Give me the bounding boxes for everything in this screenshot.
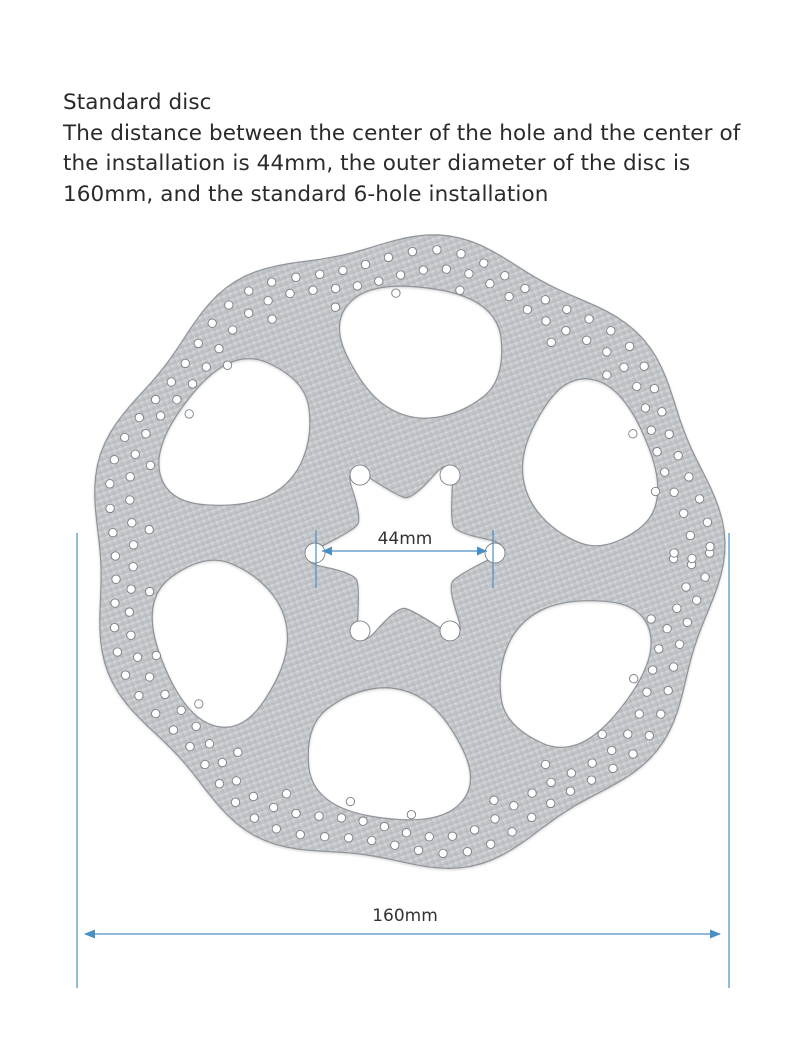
vent-hole [225, 301, 233, 309]
vent-hole [156, 412, 164, 420]
vent-hole [133, 653, 141, 661]
vent-hole [231, 798, 239, 806]
vent-hole [629, 750, 637, 758]
vent-hole [465, 270, 473, 278]
vent-hole [223, 361, 231, 369]
vent-hole [673, 604, 681, 612]
vent-hole [316, 270, 324, 278]
outer-diameter-label: 160mm [372, 906, 438, 926]
vent-hole [523, 305, 531, 313]
vent-hole [245, 309, 253, 317]
caption-line-3: 160mm, and the standard 6-hole installation [63, 181, 549, 207]
vent-hole [674, 452, 682, 460]
vent-hole [234, 748, 242, 756]
vent-hole [249, 792, 257, 800]
vent-hole [188, 380, 196, 388]
vent-hole [380, 822, 388, 830]
vent-hole [633, 382, 641, 390]
vent-hole [688, 554, 696, 562]
vent-hole [264, 297, 272, 305]
vent-hole [208, 319, 216, 327]
vent-hole [292, 273, 300, 281]
vent-hole [321, 833, 329, 841]
vent-hole [425, 833, 433, 841]
vent-hole [658, 408, 666, 416]
vent-hole [703, 518, 711, 526]
vent-hole [563, 305, 571, 313]
vent-hole [268, 315, 276, 323]
vent-hole [620, 363, 628, 371]
vent-hole [127, 631, 135, 639]
vent-hole [145, 673, 153, 681]
vent-hole [641, 404, 649, 412]
vent-hole [135, 692, 143, 700]
vent-hole [486, 280, 494, 288]
vent-hole [680, 509, 688, 517]
vent-hole [695, 495, 703, 503]
vent-hole [528, 813, 536, 821]
mounting-hole [440, 621, 460, 641]
vent-hole [542, 317, 550, 325]
vent-hole [630, 675, 638, 683]
hole-spacing-label: 44mm [377, 529, 433, 549]
vent-hole [706, 542, 714, 550]
vent-hole [375, 277, 383, 285]
vent-hole [670, 488, 678, 496]
vent-hole [192, 722, 200, 730]
vent-hole [129, 563, 137, 571]
vent-hole [609, 764, 617, 772]
vent-hole [391, 841, 399, 849]
vent-hole [339, 266, 347, 274]
caption-line-2: the installation is 44mm, the outer diameter of the disc is [63, 151, 691, 176]
vent-hole [126, 473, 134, 481]
mounting-hole [485, 543, 505, 563]
vent-hole [448, 832, 456, 840]
vent-hole [598, 730, 606, 738]
vent-hole [392, 289, 400, 297]
vent-hole [463, 848, 471, 856]
vent-hole [442, 265, 450, 273]
vent-hole [607, 327, 615, 335]
vent-hole [665, 430, 673, 438]
vent-hole [269, 803, 277, 811]
arrow-left-icon [84, 930, 95, 939]
vent-hole [470, 826, 478, 834]
vent-hole [384, 253, 392, 261]
vent-hole [309, 286, 317, 294]
vent-hole [402, 829, 410, 837]
vent-hole [663, 625, 671, 633]
vent-hole [112, 575, 120, 583]
vent-hole [510, 802, 518, 810]
vent-hole [111, 599, 119, 607]
vent-hole [567, 769, 575, 777]
vent-hole [194, 339, 202, 347]
vent-hole [110, 623, 118, 631]
vent-hole [344, 834, 352, 842]
vent-hole [205, 740, 213, 748]
vent-hole [505, 292, 513, 300]
vent-hole [547, 338, 555, 346]
vent-hole [146, 461, 154, 469]
vent-hole [292, 809, 300, 817]
vent-hole [541, 760, 549, 768]
vent-hole [228, 326, 236, 334]
vent-hole [346, 797, 354, 805]
vent-hole [232, 777, 240, 785]
vent-hole [111, 552, 119, 560]
vent-hole [195, 700, 203, 708]
vent-hole [661, 468, 669, 476]
vent-hole [110, 456, 118, 464]
vent-hole [439, 849, 447, 857]
vent-hole [368, 836, 376, 844]
vent-hole [685, 473, 693, 481]
vent-hole [250, 814, 258, 822]
vent-hole [106, 480, 114, 488]
vent-hole [625, 342, 633, 350]
vent-hole [353, 282, 361, 290]
vent-hole [127, 585, 135, 593]
caption-line-1: The distance between the center of the hole and the center of [63, 120, 741, 146]
vent-hole [603, 348, 611, 356]
vent-hole [682, 583, 690, 591]
vent-hole [588, 759, 596, 767]
vent-hole [331, 284, 339, 292]
vent-hole [657, 710, 665, 718]
vent-hole [414, 846, 422, 854]
vent-hole [201, 760, 209, 768]
vent-hole [645, 732, 653, 740]
vent-hole [218, 758, 226, 766]
vent-hole [419, 266, 427, 274]
mounting-hole [440, 465, 460, 485]
vent-hole [121, 433, 129, 441]
mounting-hole [350, 621, 370, 641]
vent-hole [286, 289, 294, 297]
vent-hole [167, 378, 175, 386]
vent-hole [186, 742, 194, 750]
vent-hole [142, 430, 150, 438]
vent-hole [145, 587, 153, 595]
vent-hole [490, 796, 498, 804]
vent-hole [653, 448, 661, 456]
vent-hole [608, 746, 616, 754]
vent-hole [491, 815, 499, 823]
vent-hole [181, 359, 189, 367]
vent-hole [640, 362, 648, 370]
vent-hole [541, 296, 549, 304]
vent-hole [128, 519, 136, 527]
vent-hole [655, 645, 663, 653]
vent-hole [396, 271, 404, 279]
vent-hole [315, 812, 323, 820]
vent-hole [501, 272, 509, 280]
caption-title: Standard disc [63, 90, 212, 115]
vent-hole [121, 671, 129, 679]
vent-hole [585, 315, 593, 323]
vent-hole [268, 278, 276, 286]
vent-hole [272, 825, 280, 833]
vent-hole [245, 287, 253, 295]
vent-hole [521, 284, 529, 292]
vent-hole [185, 410, 193, 418]
brake-disc [95, 235, 725, 869]
vent-hole [145, 526, 153, 534]
vent-hole [177, 706, 185, 714]
vent-hole [331, 303, 339, 311]
vent-hole [686, 531, 694, 539]
vent-hole [669, 663, 677, 671]
vent-hole [480, 259, 488, 267]
vent-hole [106, 504, 114, 512]
vent-hole [151, 395, 159, 403]
vent-hole [161, 690, 169, 698]
vent-hole [566, 787, 574, 795]
vent-hole [547, 778, 555, 786]
vent-hole [643, 688, 651, 696]
vent-hole [408, 247, 416, 255]
vent-hole [407, 810, 415, 818]
vent-hole [603, 371, 611, 379]
vent-hole [648, 666, 656, 674]
vent-hole [508, 828, 516, 836]
vent-hole [664, 686, 672, 694]
vent-hole [296, 830, 304, 838]
vent-hole [547, 799, 555, 807]
mounting-hole [350, 465, 370, 485]
arrow-right-icon [710, 930, 721, 939]
vent-hole [215, 780, 223, 788]
vent-hole [129, 541, 137, 549]
vent-hole [202, 363, 210, 371]
vent-hole [456, 286, 464, 294]
vent-hole [487, 840, 495, 848]
vent-hole [337, 814, 345, 822]
vent-hole [131, 450, 139, 458]
vent-hole [113, 648, 121, 656]
vent-hole [651, 487, 659, 495]
vent-hole [693, 596, 701, 604]
vent-hole [152, 651, 160, 659]
vent-hole [683, 618, 691, 626]
vent-hole [215, 344, 223, 352]
vent-hole [629, 430, 637, 438]
vent-hole [528, 789, 536, 797]
vent-hole [359, 817, 367, 825]
vent-hole [361, 260, 369, 268]
vent-hole [125, 608, 133, 616]
vent-hole [635, 710, 643, 718]
disc-body [95, 235, 725, 869]
vent-hole [650, 384, 658, 392]
vent-hole [562, 327, 570, 335]
mounting-hole [305, 543, 325, 563]
vent-hole [135, 413, 143, 421]
vent-hole [675, 640, 683, 648]
vent-hole [647, 615, 655, 623]
vent-hole [670, 549, 678, 557]
vent-hole [433, 246, 441, 254]
vent-hole [583, 336, 591, 344]
vent-hole [647, 426, 655, 434]
vent-hole [701, 573, 709, 581]
vent-hole [152, 709, 160, 717]
vent-hole [587, 776, 595, 784]
vent-hole [126, 496, 134, 504]
vent-hole [282, 790, 290, 798]
vent-hole [457, 250, 465, 258]
vent-hole [173, 396, 181, 404]
vent-hole [109, 528, 117, 536]
vent-hole [624, 730, 632, 738]
vent-hole [169, 726, 177, 734]
